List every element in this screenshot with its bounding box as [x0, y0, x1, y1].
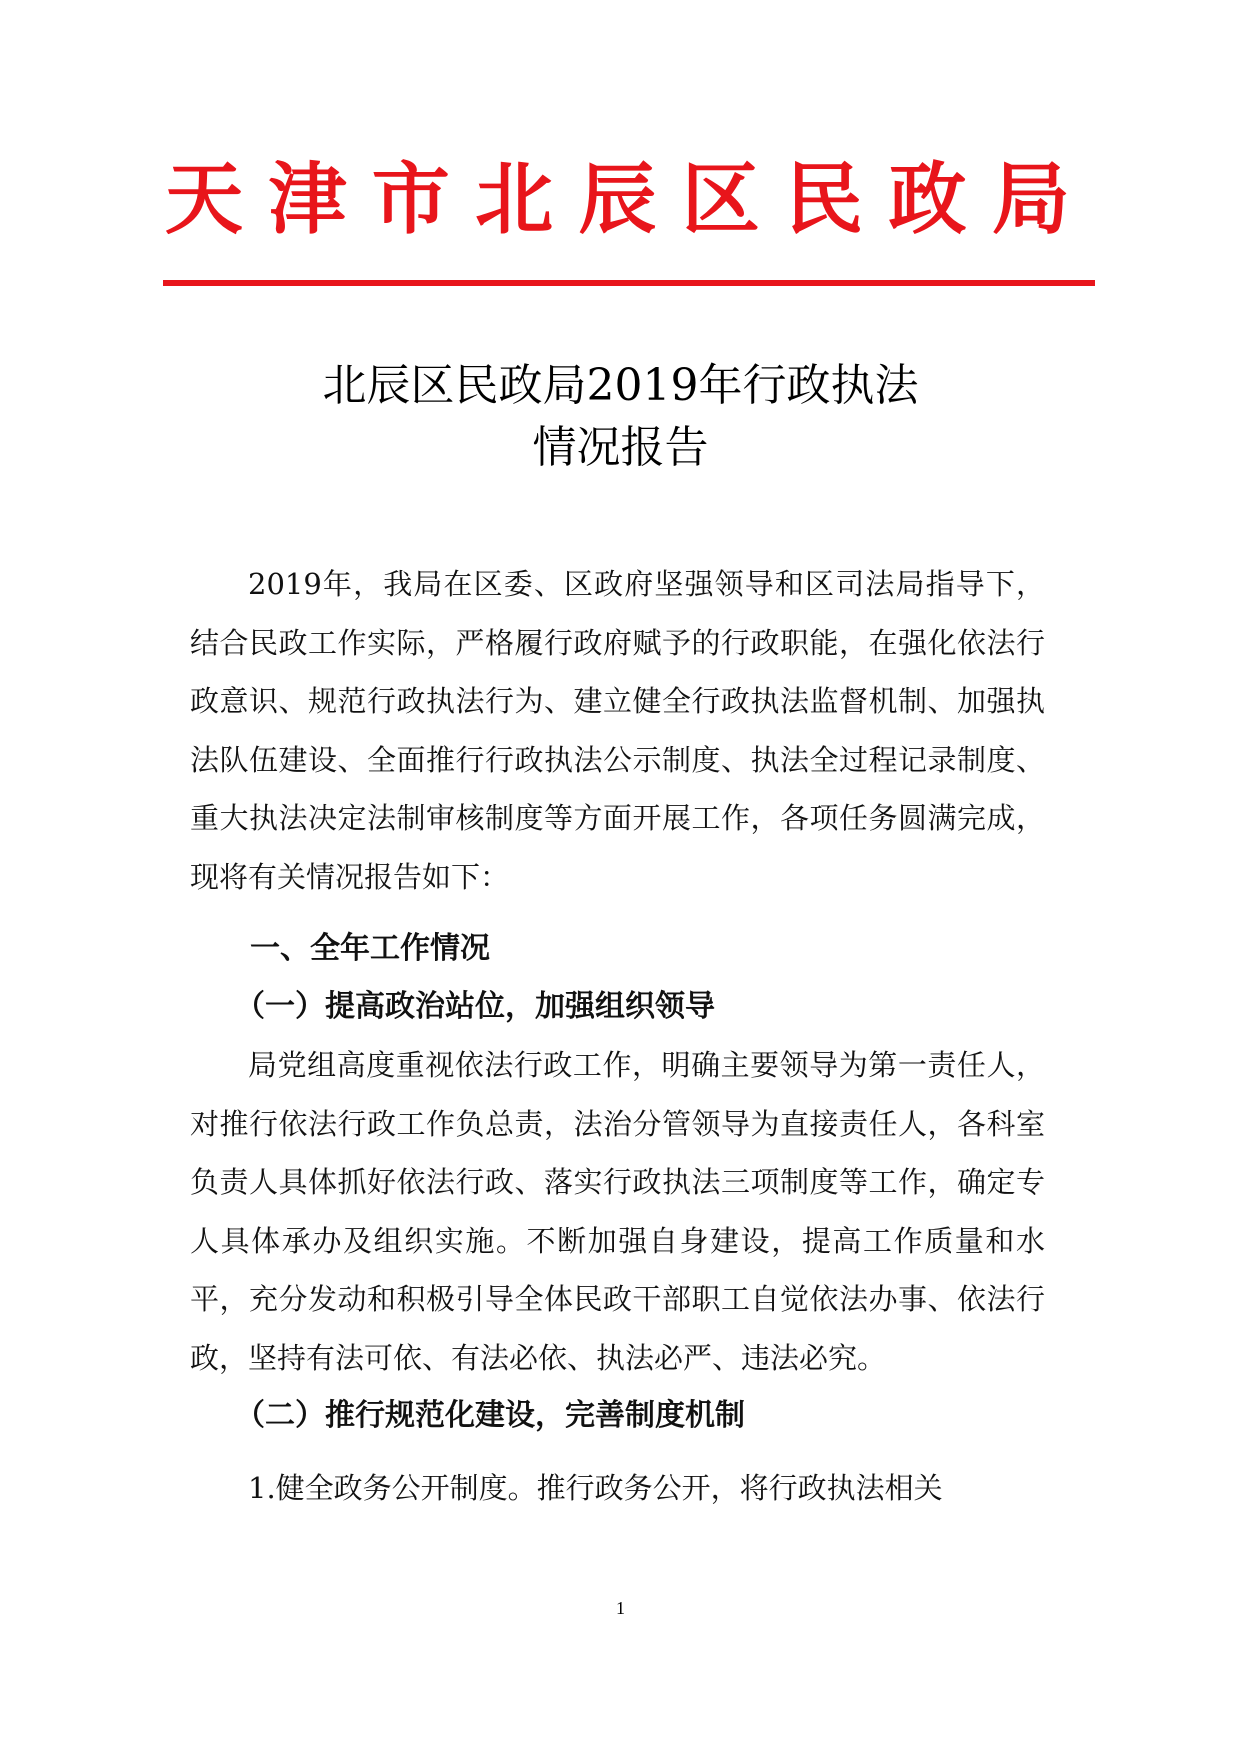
masthead-char: 津 [268, 155, 347, 245]
page-number: 1 [616, 1598, 625, 1618]
title-line-1: 北辰区民政局2019年行政执法 [322, 360, 919, 411]
masthead-char: 辰 [578, 155, 657, 245]
red-divider-line [163, 280, 1095, 286]
subsection-item-1: 1.健全政务公开制度。推行政务公开，将行政执法相关 [248, 1471, 943, 1505]
subsection-paragraph-1: 局党组高度重视依法行政工作，明确主要领导为第一责任人，对推行依法行政工作负总责，法治分管领导为直接责任人，各科室负责人具体抓好依法行政、落实行政执法三项制度等工作，确定专人具体承办及组织实施。不断加强自身建设，提高工作质量和水平，充分发动和积极引导全体民政干部职工自觉依法办事、依法行政，坚持有法可依、有法必依、执法必严、违法必究。 [190, 1048, 1045, 1375]
document-title [0, 355, 1241, 479]
title-line-2: 情况报告 [532, 422, 709, 473]
subsection-heading-2: （二）推行规范化建设，完善制度机制 [235, 1398, 745, 1433]
masthead-char: 天 [165, 155, 244, 245]
document-body [190, 555, 1045, 1518]
masthead-char: 局 [991, 155, 1070, 245]
masthead-char: 区 [681, 155, 760, 245]
intro-paragraph: 2019年，我局在区委、区政府坚强领导和区司法局指导下，结合民政工作实际，严格履行政府赋予的行政职能，在强化依法行政意识、规范行政执法行为、建立健全行政执法监督机制、加强执法队伍建设、全面推行行政执法公示制度、执法全过程记录制度、重大执法决定法制审核制度等方面开展工作，各项任务圆满完成，现将有关情况报告如下： [190, 567, 1045, 894]
masthead-char: 政 [888, 155, 967, 245]
masthead-char: 民 [785, 155, 864, 245]
masthead-char: 市 [371, 155, 450, 245]
masthead-char: 北 [475, 155, 554, 245]
masthead-title [165, 150, 1070, 250]
section-heading-1: 一、全年工作情况 [250, 931, 490, 966]
subsection-heading-1: （一）提高政治站位，加强组织领导 [235, 989, 715, 1024]
